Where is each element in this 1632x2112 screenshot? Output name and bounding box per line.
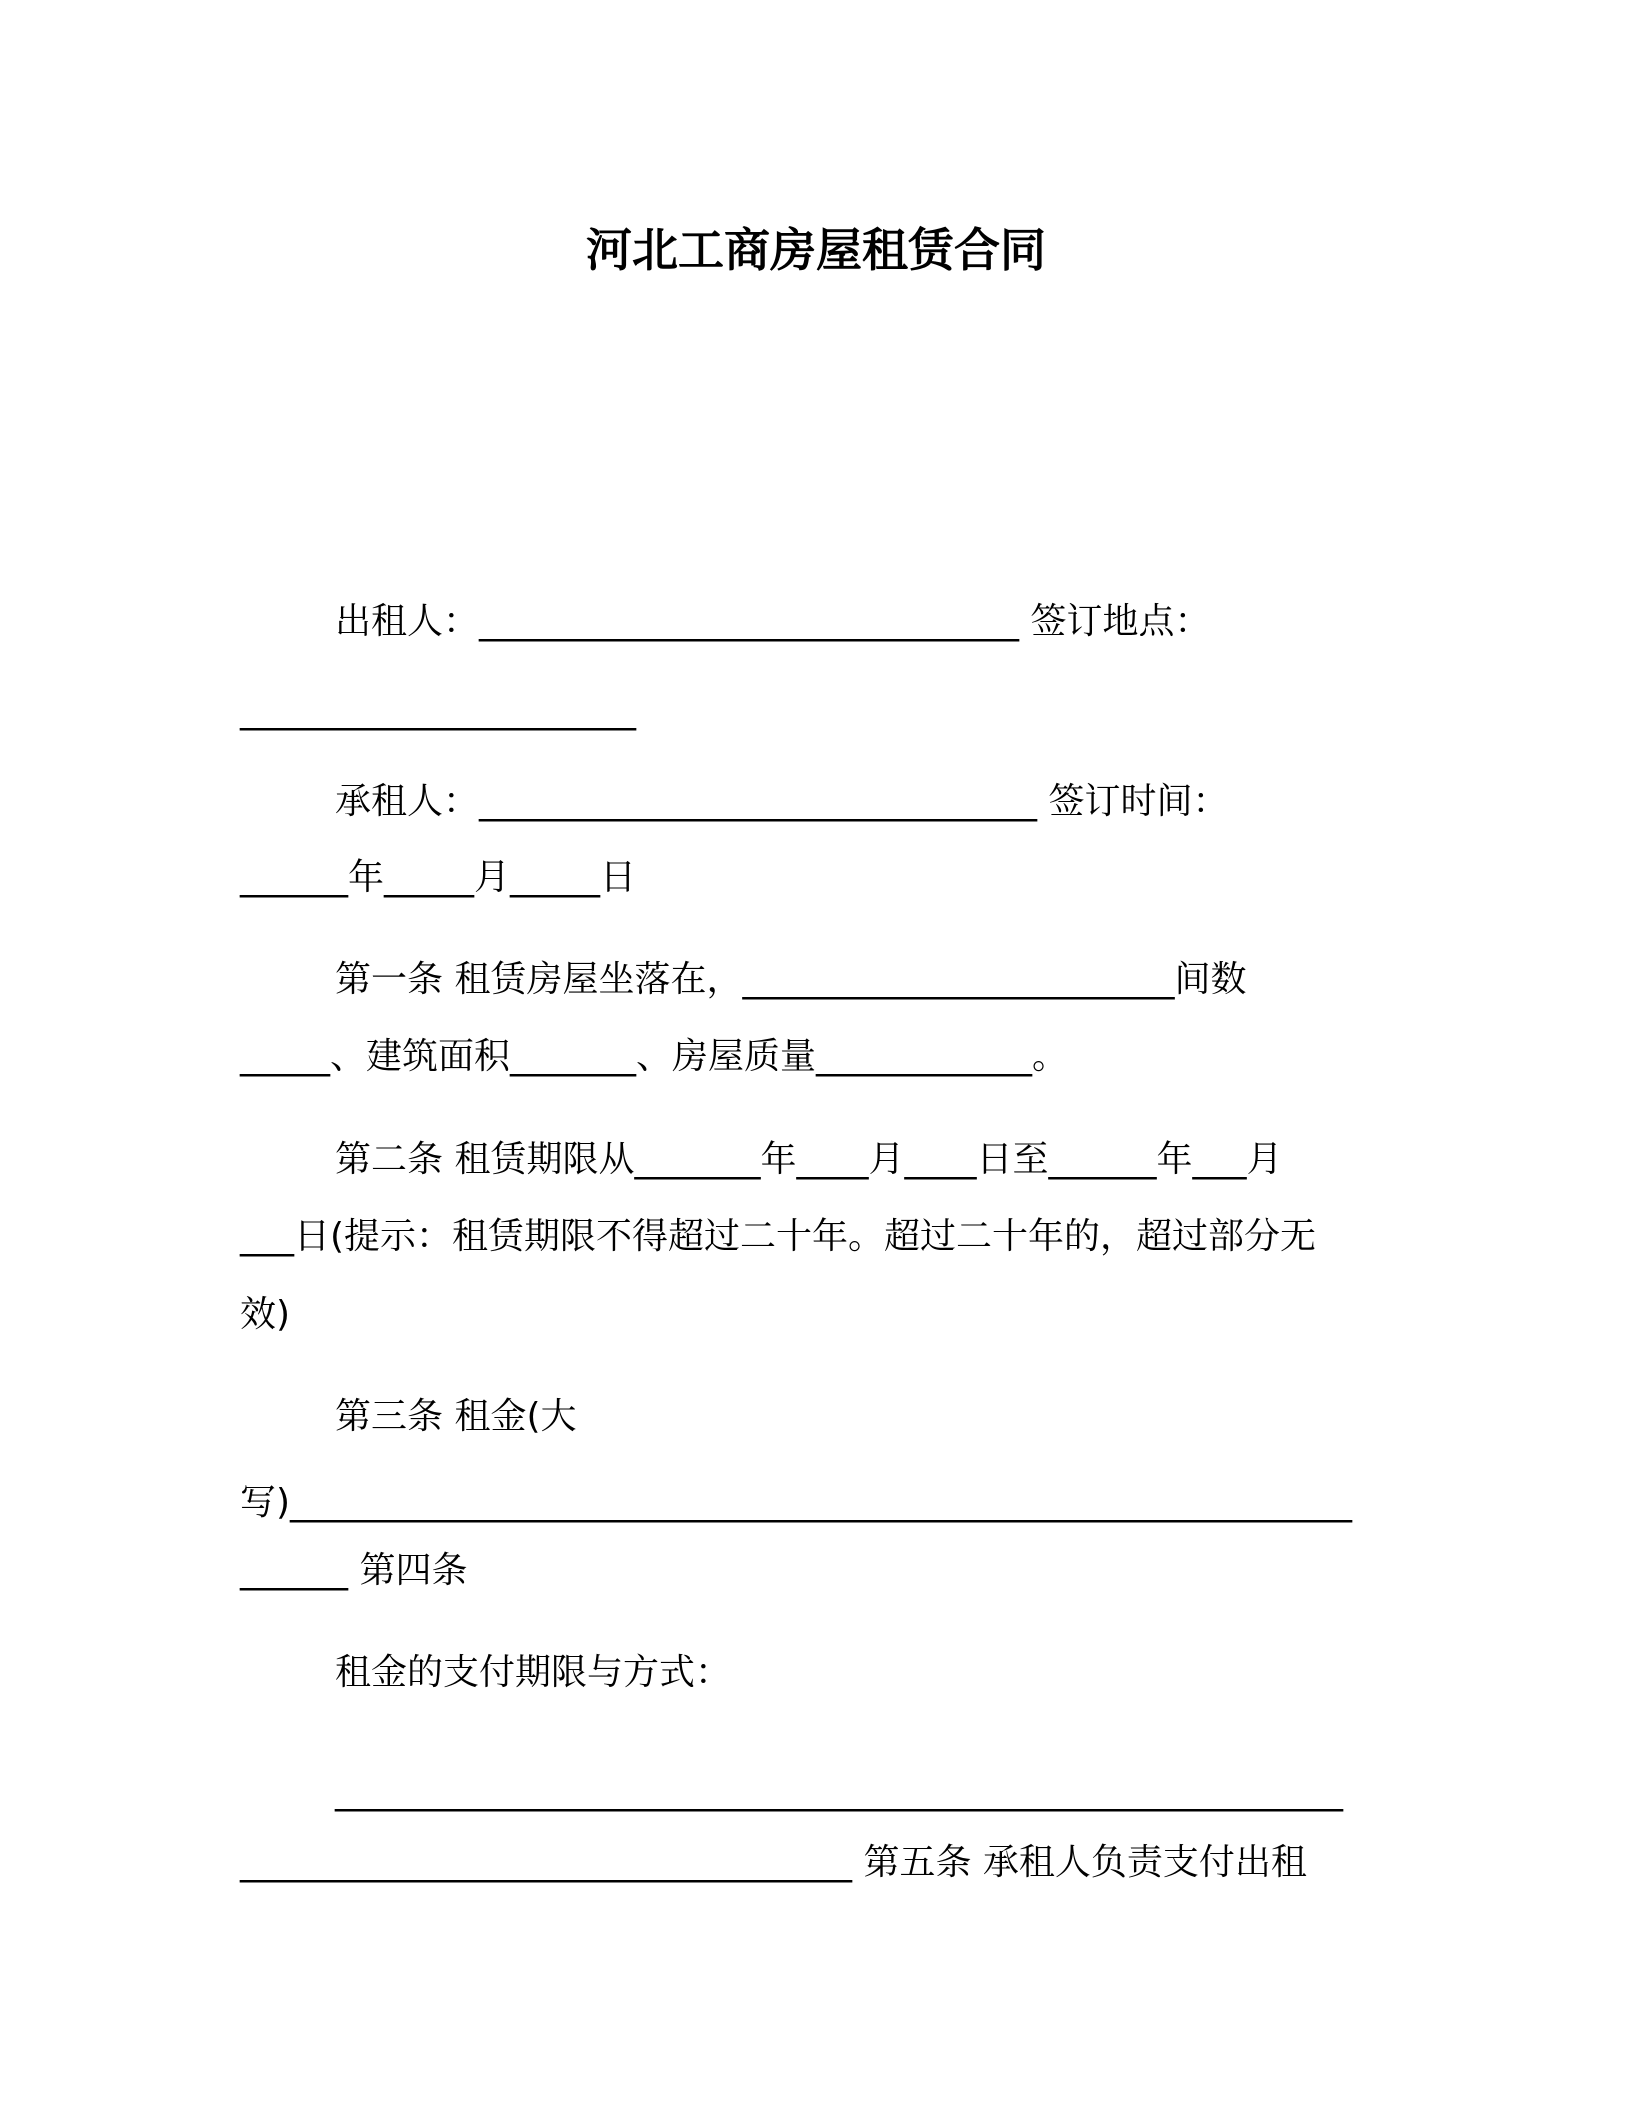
article-2-line-3: 效) [240,1294,291,1335]
article-2-line-2: ___日(提示：租赁期限不得超过二十年。超过二十年的，超过部分无 [240,1216,1317,1257]
article-4-payment-label: 租金的支付期限与方式： [335,1652,732,1693]
article-4-blank-line: ________________________________________________________ [335,1771,1343,1812]
article-1-line-1: 第一条 租赁房屋坐落在，________________________间数 [335,959,1247,1000]
signing-place-blank: ______________________ [240,690,636,731]
document-title: 河北工商房屋租赁合同 [586,223,1046,277]
article-1-line-2: _____、建筑面积_______、房屋质量____________。 [240,1036,1069,1077]
lessee-line: 承租人：_______________________________ 签订时间： [335,781,1229,822]
article-2-line-1: 第二条 租赁期限从_______年____月____日至______年___月 [335,1139,1283,1180]
article-3-line-2: 写)___________________________________________________________ [240,1482,1353,1523]
lessor-line: 出租人：______________________________ 签订地点： [335,601,1211,642]
article-5-line: __________________________________ 第五条 承租人负责支付出租 [240,1842,1307,1883]
article-4-heading: ______ 第四条 [240,1550,468,1591]
article-3-line-1: 第三条 租金(大 [335,1396,577,1437]
signing-date-line: ______年_____月_____日 [240,857,636,898]
